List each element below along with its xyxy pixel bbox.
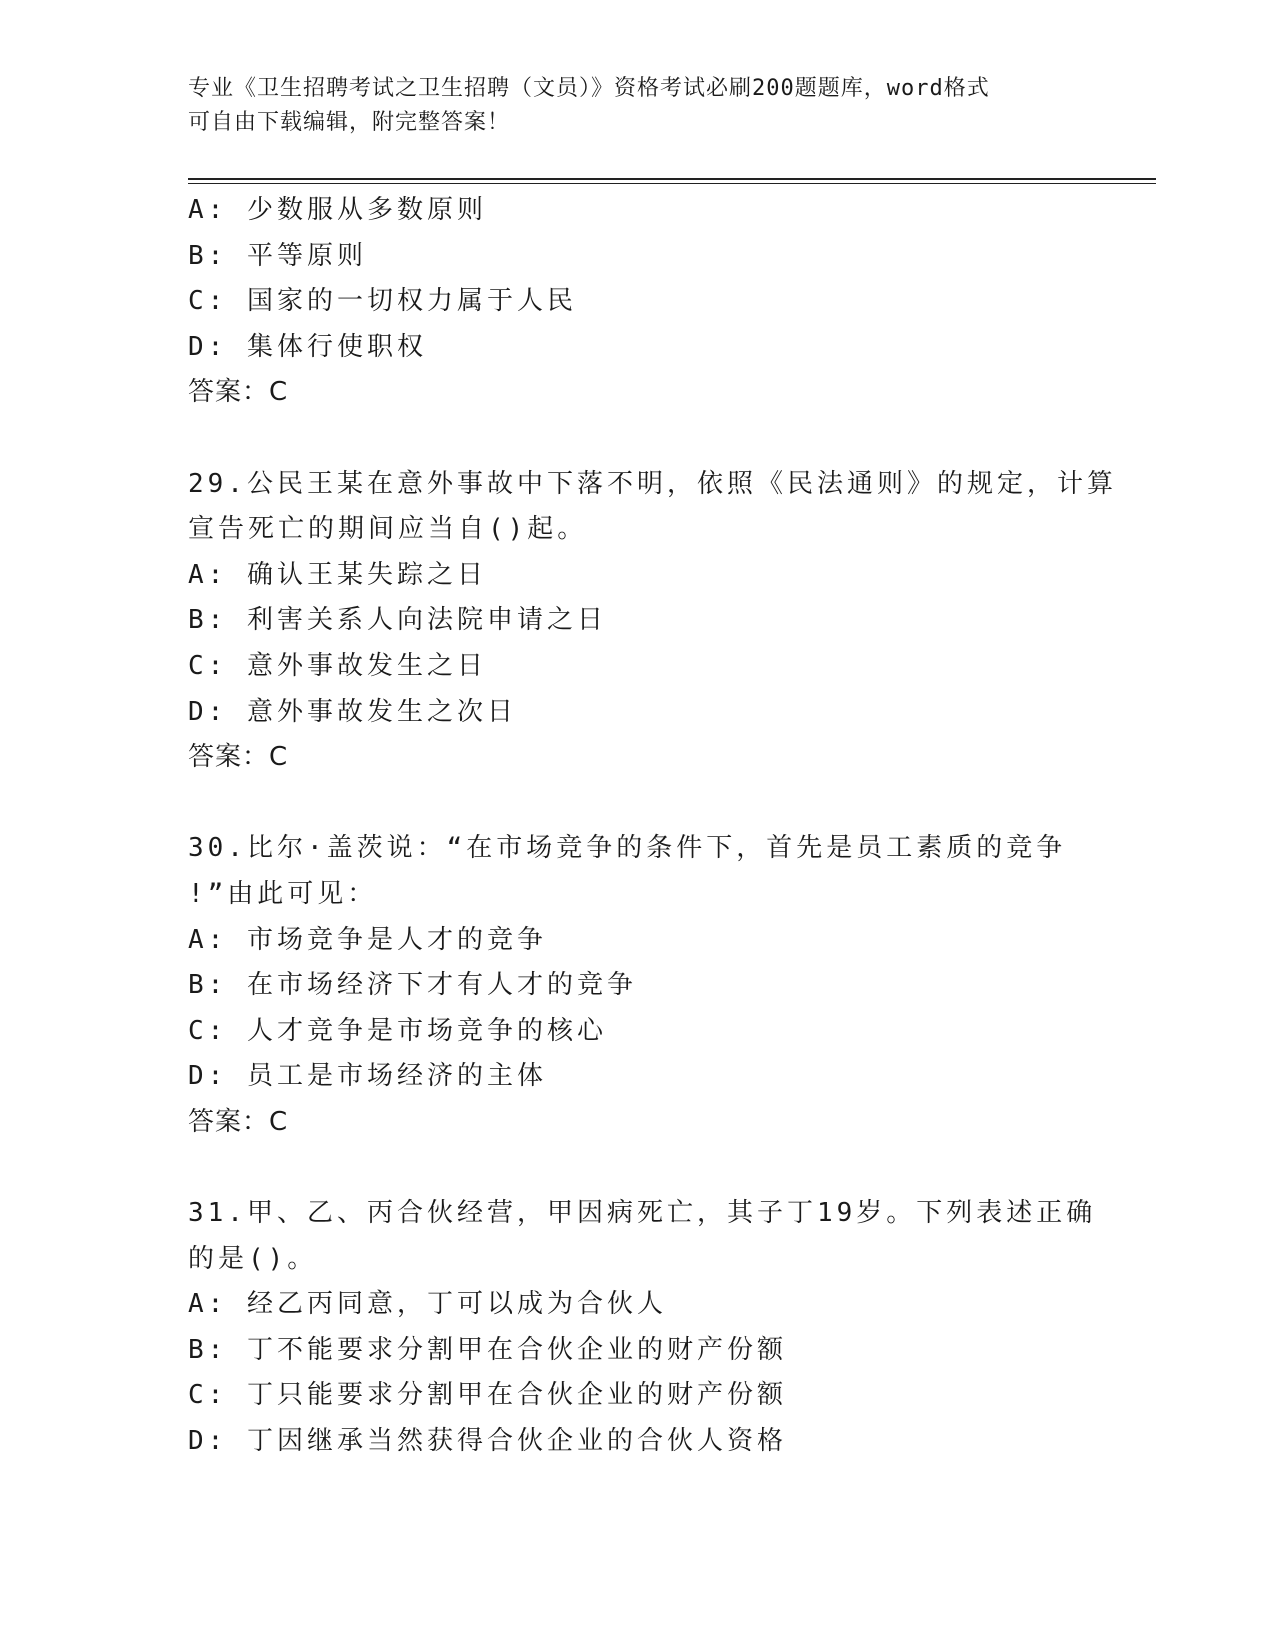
answer-line: 答案：C	[188, 1106, 289, 1137]
option-a: A: 确认王某失踪之日	[188, 559, 487, 590]
question-text-line-1: 31.甲、乙、丙合伙经营，甲因病死亡，其子丁19岁。下列表述正确	[188, 1198, 1097, 1229]
question-block-31	[188, 1191, 1097, 1465]
header-line-2: 可自由下载编辑，附完整答案！	[188, 110, 511, 135]
question-text-line-2: 的是()。	[188, 1243, 318, 1274]
question-content	[188, 188, 1117, 1465]
question-block-29	[188, 462, 1117, 781]
question-text-line-2: !”由此可见：	[188, 878, 378, 909]
header-divider	[188, 178, 1156, 184]
question-text-line-1: 30.比尔·盖茨说：“在市场竞争的条件下，首先是员工素质的竞争	[188, 833, 1067, 864]
question-text-line-1: 29.公民王某在意外事故中下落不明，依照《民法通则》的规定，计算	[188, 468, 1117, 499]
option-b: B: 平等原则	[188, 240, 367, 271]
option-a: A: 市场竞争是人才的竞争	[188, 924, 547, 955]
option-b: B: 丁不能要求分割甲在合伙企业的财产份额	[188, 1334, 787, 1365]
option-c: C: 人才竞争是市场竞争的核心	[188, 1015, 607, 1046]
question-block-28	[188, 188, 1088, 416]
option-d: D: 丁因继承当然获得合伙企业的合伙人资格	[188, 1426, 787, 1457]
option-c: C: 国家的一切权力属于人民	[188, 286, 577, 317]
option-c: C: 意外事故发生之日	[188, 650, 487, 681]
answer-line: 答案：C	[188, 742, 289, 773]
option-d: D: 集体行使职权	[188, 331, 427, 362]
header-line-1: 专业《卫生招聘考试之卫生招聘（文员）》资格考试必刷200题题库，word格式	[188, 76, 990, 101]
option-d: D: 意外事故发生之次日	[188, 696, 517, 727]
question-text-line-2: 宣告死亡的期间应当自()起。	[188, 514, 588, 545]
spacer	[188, 781, 1088, 827]
question-block-30	[188, 826, 1088, 1145]
option-a: A: 少数服从多数原则	[188, 195, 487, 225]
option-a: A: 经乙丙同意，丁可以成为合伙人	[188, 1289, 667, 1320]
option-b: B: 在市场经济下才有人才的竞争	[188, 970, 637, 1001]
document-header	[188, 72, 1078, 140]
answer-line: 答案：C	[188, 377, 289, 408]
spacer	[188, 416, 1088, 462]
option-c: C: 丁只能要求分割甲在合伙企业的财产份额	[188, 1380, 787, 1411]
option-b: B: 利害关系人向法院申请之日	[188, 605, 607, 636]
option-d: D: 员工是市场经济的主体	[188, 1061, 547, 1092]
spacer	[188, 1145, 1088, 1191]
